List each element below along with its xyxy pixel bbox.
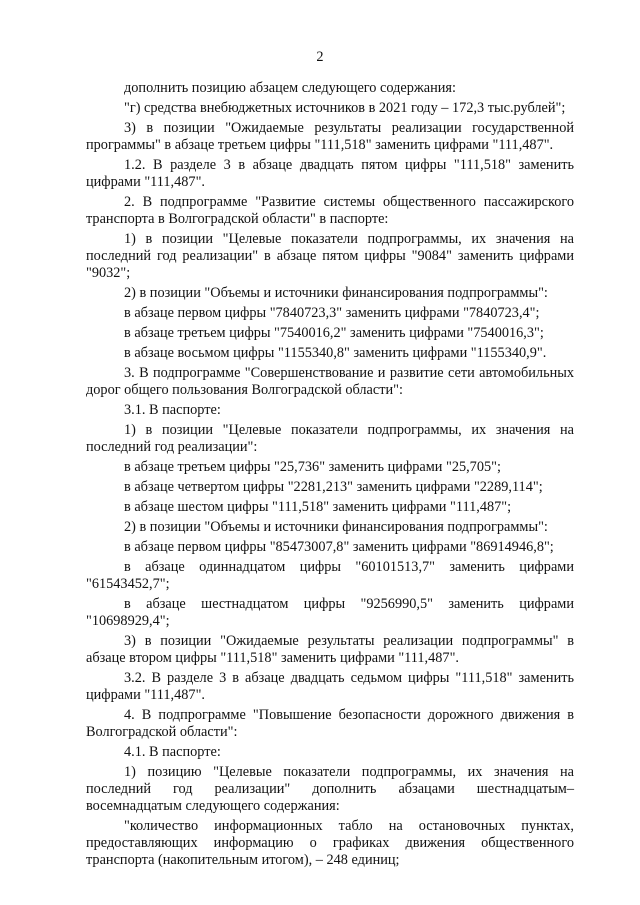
paragraph: 3) в позиции "Ожидаемые результаты реализации подпрограммы" в абзаце втором цифры "111,518" заменить цифрами "111,487". xyxy=(86,633,574,666)
paragraph: в абзаце первом цифры "7840723,3" заменить цифрами "7840723,4"; xyxy=(124,305,540,321)
document-body xyxy=(86,80,574,869)
paragraph: 2) в позиции "Объемы и источники финансирования подпрограммы": xyxy=(124,285,548,301)
paragraph: 1) позицию "Целевые показатели подпрограммы, их значения на последний год реализации" дополнить абзацами шестнадцатым–восемнадцатым следующего содержания: xyxy=(86,764,574,814)
paragraph: в абзаце восьмом цифры "1155340,8" заменить цифрами "1155340,9". xyxy=(124,345,547,361)
paragraph: 2) в позиции "Объемы и источники финансирования подпрограммы": xyxy=(124,519,548,535)
paragraph: 3. В подпрограмме "Совершенствование и развитие сети автомобильных дорог общего пользования Волгоградской области": xyxy=(86,365,574,398)
paragraph: в абзаце шестнадцатом цифры "9256990,5" заменить цифрами "10698929,4"; xyxy=(86,596,574,629)
paragraph: в абзаце первом цифры "85473007,8" заменить цифрами "86914946,8"; xyxy=(124,539,554,555)
paragraph: "г) средства внебюджетных источников в 2021 году – 172,3 тыс.рублей"; xyxy=(124,100,566,116)
paragraph: 3) в позиции "Ожидаемые результаты реализации государственной программы" в абзаце третьем цифры "111,518" заменить цифрами "111,487". xyxy=(86,120,574,153)
paragraph: 1) в позиции "Целевые показатели подпрограммы, их значения на последний год реализации": xyxy=(86,422,574,455)
paragraph: в абзаце третьем цифры "25,736" заменить цифрами "25,705"; xyxy=(124,459,501,475)
page-number: 2 xyxy=(316,49,324,65)
paragraph: в абзаце четвертом цифры "2281,213" заменить цифрами "2289,114"; xyxy=(124,479,543,495)
paragraph: 4.1. В паспорте: xyxy=(124,744,221,760)
paragraph: "количество информационных табло на остановочных пунктах, предоставляющих информацию о графиках движения общественного транспорта (накопительным итогом), – 248 единиц; xyxy=(86,818,574,868)
paragraph: дополнить позицию абзацем следующего содержания: xyxy=(124,80,456,96)
paragraph: в абзаце шестом цифры "111,518" заменить цифрами "111,487"; xyxy=(124,499,512,515)
paragraph: в абзаце третьем цифры "7540016,2" заменить цифрами "7540016,3"; xyxy=(124,325,544,341)
paragraph: 2. В подпрограмме "Развитие системы общественного пассажирского транспорта в Волгоградской области" в паспорте: xyxy=(86,194,574,227)
paragraph: 3.2. В разделе 3 в абзаце двадцать седьмом цифры "111,518" заменить цифрами "111,487". xyxy=(86,670,574,703)
paragraph: 1.2. В разделе 3 в абзаце двадцать пятом цифры "111,518" заменить цифрами "111,487". xyxy=(86,157,574,190)
paragraph: 3.1. В паспорте: xyxy=(124,402,221,418)
paragraph: 1) в позиции "Целевые показатели подпрограммы, их значения на последний год реализации" в абзаце пятом цифры "9084" заменить цифрами "9032"; xyxy=(86,231,574,281)
paragraph: в абзаце одиннадцатом цифры "60101513,7" заменить цифрами "61543452,7"; xyxy=(86,559,574,592)
paragraph: 4. В подпрограмме "Повышение безопасности дорожного движения в Волгоградской области": xyxy=(86,707,574,740)
